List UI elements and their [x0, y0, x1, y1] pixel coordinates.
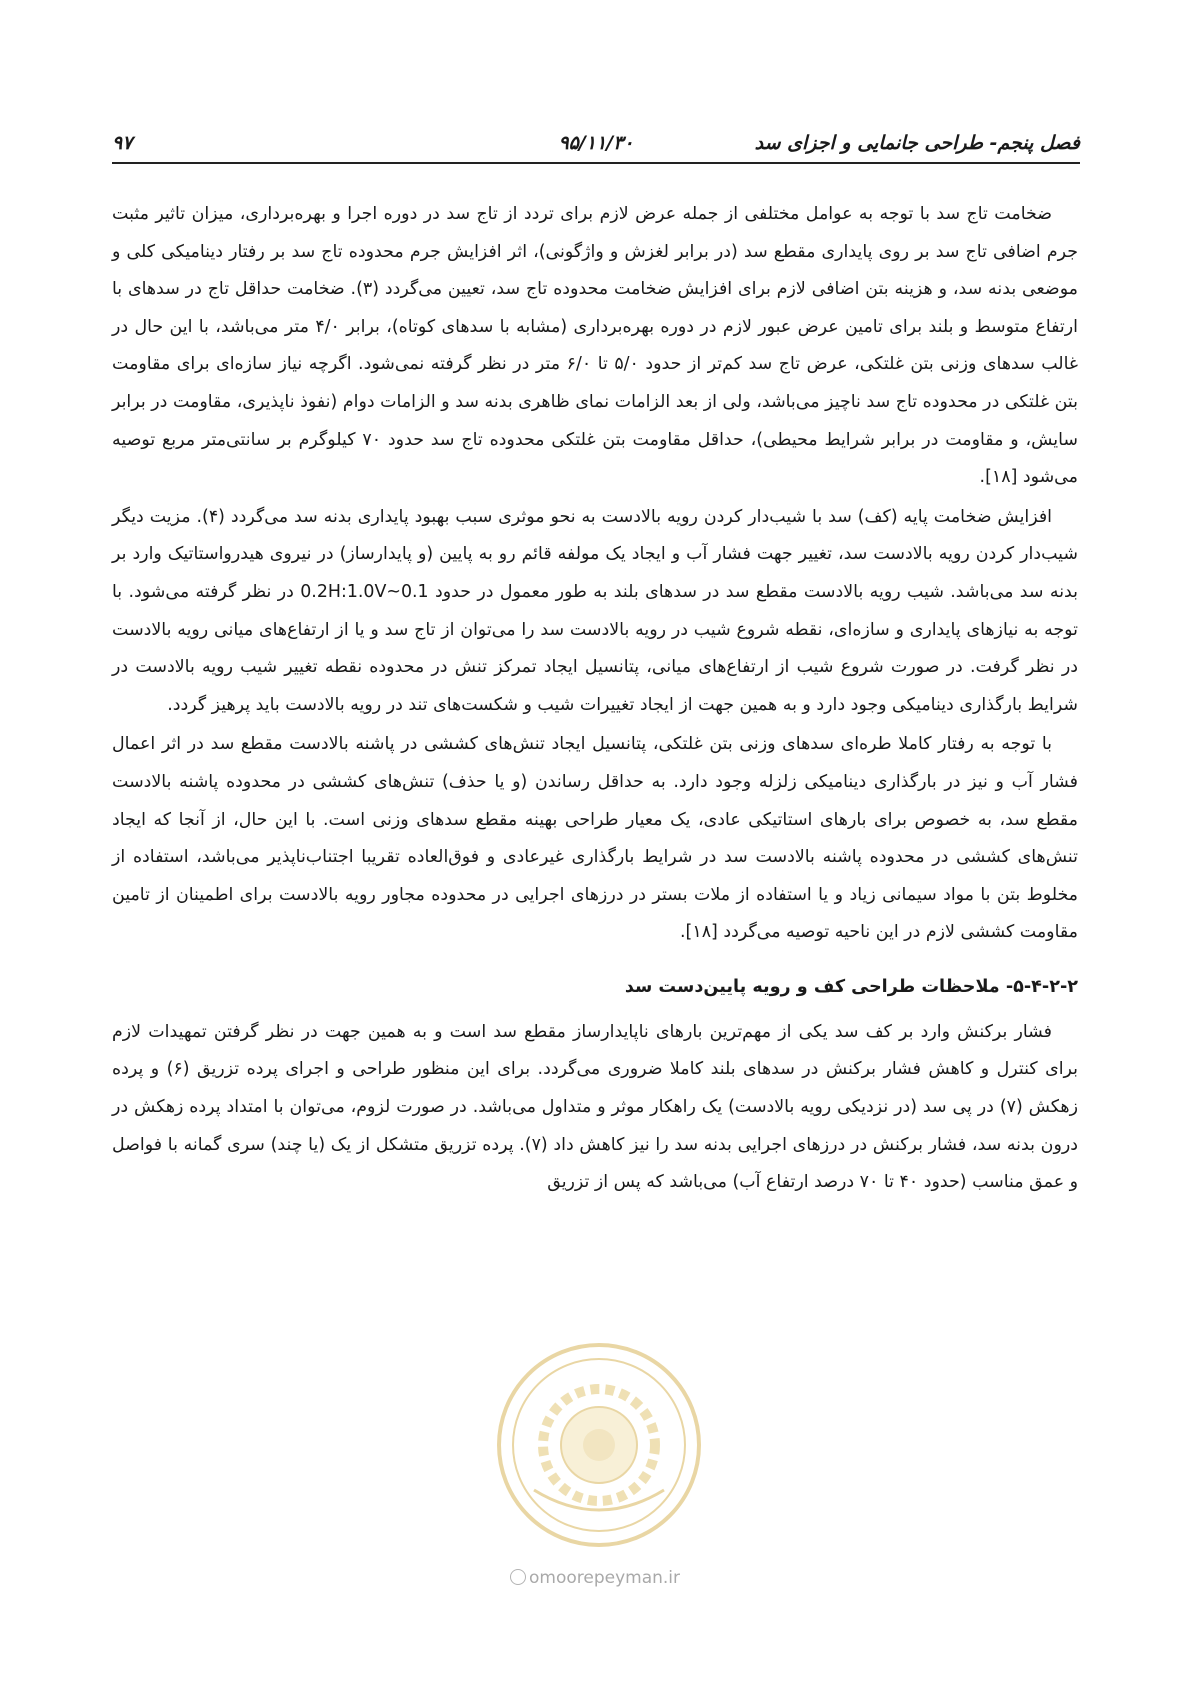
header-rule — [112, 162, 1080, 164]
header-date: ۹۵/۱۱/۳۰ — [558, 132, 634, 154]
paragraph-tensile-stress: با توجه به رفتار کاملا طره‌ای سدهای وزنی بتن غلتکی، پتانسیل ایجاد تنش‌های کششی در پاشنه بالادست مقطع سد در اثر اعمال فشار آب و نیز در بارگذاری دینامیکی زلزله وجود دارد. به حداقل رساندن (و یا حذف) تنش‌های کششی در محدوده پاشنه بالادست مقطع سد، به خصوص برای بارهای استاتیکی عادی، یک معیار طراحی بهینه مقطع سدهای وزنی است. با این حال، از آنجا که ایجاد تنش‌های کششی در محدوده پاشنه بالادست سد در شرایط بارگذاری غیرعادی و فوق‌العاده تقریبا اجتناب‌ناپذیر می‌باشد، استفاده از مخلوط بتن با مواد سیمانی زیاد و یا استفاده از ملات بستر در درزهای اجرایی در محدوده مجاور رویه بالادست برای اطمینان از تامین مقاومت کششی لازم در این ناحیه توصیه می‌گردد [۱۸]. — [112, 734, 1078, 943]
paragraph-base-thickness: افزایش ضخامت پایه (کف) سد با شیب‌دار کردن رویه بالادست به نحو موثری سبب بهبود پایداری بدنه سد می‌گردد (۴). مزیت دیگر شیب‌دار کردن رویه بالادست سد، تغییر جهت فشار آب و ایجاد یک مولفه قائم رو به پایین (و پایدارساز) در نیروی هیدرواستاتیک وارد بر بدنه سد می‌باشد. شیب رویه بالادست مقطع سد در سدهای بلند به طور معمول در حدود 0.1~0.2H:1.0V در نظر گرفته می‌شود. با توجه به نیازهای پایداری و سازه‌ای، نقطه شروع شیب در رویه بالادست سد را می‌توان از تاج سد و یا از ارتفاع‌های میانی رویه بالادست در نظر گرفت. در صورت شروع شیب از ارتفاع‌های میانی، پتانسیل ایجاد تمرکز تنش در محدوده نقطه تغییر شیب رویه بالادست در شرایط بارگذاری دینامیکی وجود دارد و به همین جهت از ایجاد تغییرات شیب و شکست‌های تند در رویه بالادست باید پرهیز گردد. — [112, 506, 1079, 715]
paragraph-crest-thickness: ضخامت تاج سد با توجه به عوامل مختلفی از جمله عرض لازم برای تردد از تاج سد در دوره اجرا و بهره‌برداری، میزان تاثیر مثبت جرم اضافی تاج سد بر روی پایداری مقطع سد (در برابر لغزش و واژگونی)، اثر افزایش جرم محدوده تاج سد بر رفتار دینامیکی کلی و موضعی بدنه سد، و هزینه بتن اضافی لازم برای افزایش ضخامت محدوده تاج سد، تعیین می‌گردد (۳). ضخامت حداقل تاج در سدهای با ارتفاع متوسط و بلند برای تامین عرض عبور لازم در دوره بهره‌برداری (مشابه با سدهای کوتاه)، برابر ۴/۰ متر می‌باشد، با این حال در غالب سدهای وزنی بتن غلتکی، عرض تاج سد کم‌تر از حدود ۵/۰ تا ۶/۰ متر در نظر گرفته نمی‌شود. اگرچه نیاز سازه‌ای برای مقاومت بتن غلتکی در محدوده تاج سد ناچیز می‌باشد، ولی از بعد الزامات نمای ظاهری بدنه سد و الزامات دوام (نفوذ ناپذیری، مقاومت در برابر سایش، و مقاومت در برابر شرایط محیطی)، حداقل مقاومت بتن غلتکی محدوده تاج سد حدود ۷۰ کیلوگرم بر سانتی‌متر مربع توصیه می‌شود [۱۸]. — [112, 204, 1078, 488]
globe-icon — [510, 1569, 526, 1585]
body-text — [112, 196, 1078, 1202]
section-heading: ۵-۴-۲-۲- ملاحظات طراحی کف و رویه پایین‌دست سد — [624, 976, 1078, 997]
watermark-seal-icon — [494, 1340, 704, 1550]
watermark-url: omoorepeyman.ir — [0, 1568, 1190, 1588]
paragraph-uplift-pressure: فشار برکنش وارد بر کف سد یکی از مهم‌ترین بارهای ناپایدارساز مقطع سد است و به همین جهت در نظر گرفتن تمهیدات لازم برای کنترل و کاهش فشار برکنش در سدهای بلند کاملا ضروری می‌گردد. برای این منظور طراحی و اجرای پرده تزریق (۶) و پرده زهکش (۷) در پی سد (در نزدیکی رویه بالادست) یک راهکار موثر و متداول می‌باشد. در صورت لزوم، می‌توان با امتداد پرده زهکش در درون بدنه سد، فشار برکنش در درزهای اجرایی بدنه سد را نیز کاهش داد (۷). پرده تزریق متشکل از یک (یا چند) سری گمانه با فواصل و عمق مناسب (حدود ۴۰ تا ۷۰ درصد ارتفاع آب) می‌باشد که پس از تزریق — [112, 1021, 1078, 1193]
chapter-title: فصل پنجم- طراحی جانمایی و اجزای سد — [754, 132, 1080, 154]
page-number: ۹۷ — [112, 132, 133, 154]
page-header — [112, 128, 1080, 164]
